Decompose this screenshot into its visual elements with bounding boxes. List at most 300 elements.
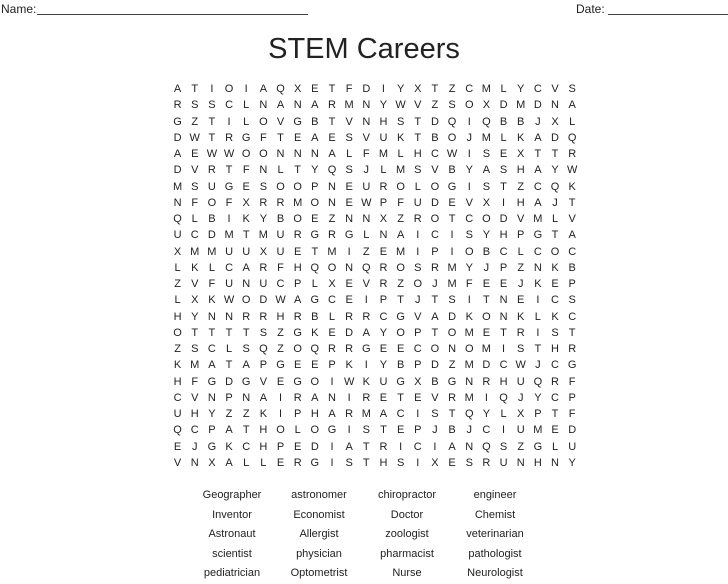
grid-letter[interactable]: V: [191, 278, 199, 290]
grid-letter[interactable]: X: [482, 196, 491, 209]
grid-letter[interactable]: S: [448, 99, 456, 112]
grid-letter[interactable]: N: [190, 456, 199, 469]
grid-letter[interactable]: T: [568, 326, 576, 339]
grid-letter[interactable]: F: [225, 196, 233, 209]
grid-letter[interactable]: S: [345, 131, 353, 144]
grid-letter[interactable]: G: [293, 375, 302, 388]
grid-letter[interactable]: D: [430, 359, 439, 372]
grid-letter[interactable]: Z: [397, 278, 404, 290]
grid-letter[interactable]: C: [413, 343, 422, 355]
grid-letter[interactable]: O: [396, 180, 405, 193]
grid-letter[interactable]: B: [311, 115, 319, 128]
grid-letter[interactable]: O: [310, 424, 320, 437]
grid-letter[interactable]: I: [347, 424, 351, 437]
grid-letter[interactable]: N: [328, 391, 336, 404]
grid-letter[interactable]: C: [499, 359, 508, 372]
grid-letter[interactable]: H: [276, 310, 285, 323]
grid-letter[interactable]: P: [499, 261, 508, 274]
grid-letter[interactable]: F: [191, 196, 199, 209]
grid-letter[interactable]: M: [464, 391, 474, 404]
grid-letter[interactable]: T: [242, 326, 250, 339]
grid-letter[interactable]: I: [210, 83, 214, 95]
grid-letter[interactable]: B: [311, 310, 319, 323]
grid-letter[interactable]: M: [361, 408, 371, 420]
grid-letter[interactable]: G: [310, 229, 320, 242]
grid-letter[interactable]: T: [328, 83, 336, 95]
grid-letter[interactable]: G: [173, 115, 182, 128]
grid-letter[interactable]: T: [277, 131, 284, 144]
grid-letter[interactable]: D: [533, 99, 542, 112]
grid-letter[interactable]: G: [447, 375, 457, 388]
grid-letter[interactable]: Z: [328, 213, 336, 225]
grid-letter[interactable]: M: [533, 213, 543, 225]
grid-letter[interactable]: X: [208, 456, 216, 469]
grid-letter[interactable]: C: [396, 408, 405, 420]
grid-letter[interactable]: D: [345, 326, 354, 339]
grid-letter[interactable]: W: [361, 196, 372, 209]
grid-letter[interactable]: O: [293, 180, 302, 193]
grid-letter[interactable]: H: [516, 196, 525, 209]
grid-letter[interactable]: L: [277, 164, 284, 177]
grid-letter[interactable]: I: [227, 115, 231, 128]
grid-letter[interactable]: W: [395, 99, 406, 112]
grid-letter[interactable]: I: [399, 440, 403, 453]
grid-letter[interactable]: R: [293, 310, 302, 323]
grid-letter[interactable]: G: [447, 180, 457, 193]
grid-letter[interactable]: E: [311, 213, 319, 225]
grid-letter[interactable]: S: [242, 343, 250, 355]
grid-letter[interactable]: T: [328, 115, 336, 128]
grid-letter[interactable]: L: [225, 343, 233, 355]
grid-letter[interactable]: A: [276, 99, 285, 112]
grid-letter[interactable]: Y: [551, 164, 559, 177]
grid-letter[interactable]: J: [415, 294, 421, 307]
grid-letter[interactable]: R: [379, 278, 388, 290]
grid-letter[interactable]: K: [551, 310, 559, 323]
grid-letter[interactable]: K: [345, 359, 353, 372]
grid-letter[interactable]: U: [259, 278, 268, 290]
grid-letter[interactable]: E: [328, 326, 336, 339]
grid-letter[interactable]: S: [568, 294, 576, 307]
grid-letter[interactable]: T: [500, 326, 507, 339]
grid-letter[interactable]: L: [517, 245, 524, 258]
grid-letter[interactable]: M: [172, 180, 183, 193]
grid-letter[interactable]: U: [568, 440, 577, 453]
grid-letter[interactable]: R: [516, 326, 525, 339]
grid-letter[interactable]: R: [482, 456, 491, 469]
grid-letter[interactable]: W: [275, 294, 286, 307]
grid-letter[interactable]: M: [516, 99, 526, 112]
grid-letter[interactable]: I: [244, 83, 248, 95]
grid-letter[interactable]: R: [482, 375, 491, 388]
grid-letter[interactable]: D: [482, 359, 491, 372]
grid-letter[interactable]: E: [517, 294, 525, 307]
grid-letter[interactable]: T: [500, 180, 507, 193]
grid-letter[interactable]: L: [328, 310, 336, 323]
grid-letter[interactable]: I: [502, 343, 506, 355]
grid-letter[interactable]: I: [278, 391, 283, 404]
grid-letter[interactable]: E: [294, 359, 302, 372]
grid-letter[interactable]: W: [446, 148, 458, 160]
grid-letter[interactable]: K: [568, 180, 576, 193]
grid-letter[interactable]: C: [499, 245, 508, 258]
grid-letter[interactable]: E: [396, 424, 405, 437]
grid-letter[interactable]: F: [465, 278, 473, 290]
grid-letter[interactable]: V: [551, 83, 559, 95]
grid-letter[interactable]: R: [328, 343, 336, 355]
grid-letter[interactable]: Q: [447, 115, 457, 128]
grid-letter[interactable]: S: [414, 164, 422, 177]
grid-letter[interactable]: I: [381, 83, 385, 95]
grid-letter[interactable]: K: [362, 375, 370, 388]
grid-letter[interactable]: O: [293, 343, 302, 355]
grid-letter[interactable]: C: [328, 294, 336, 307]
grid-letter[interactable]: Z: [397, 213, 404, 225]
grid-letter[interactable]: G: [207, 440, 217, 453]
grid-letter[interactable]: C: [190, 424, 199, 437]
grid-letter[interactable]: I: [536, 326, 540, 339]
grid-letter[interactable]: L: [551, 213, 559, 225]
grid-letter[interactable]: I: [502, 424, 506, 437]
grid-letter[interactable]: N: [276, 148, 285, 160]
grid-letter[interactable]: K: [208, 294, 216, 307]
grid-letter[interactable]: I: [433, 440, 437, 453]
grid-letter[interactable]: E: [396, 343, 405, 355]
grid-letter[interactable]: S: [191, 343, 199, 355]
grid-letter[interactable]: E: [345, 278, 353, 290]
grid-letter[interactable]: J: [432, 278, 438, 290]
grid-letter[interactable]: V: [517, 213, 525, 225]
grid-letter[interactable]: E: [499, 148, 508, 160]
grid-letter[interactable]: D: [362, 83, 371, 95]
grid-letter[interactable]: N: [499, 294, 508, 307]
grid-letter[interactable]: Z: [448, 359, 456, 372]
grid-letter[interactable]: I: [416, 408, 420, 420]
grid-letter[interactable]: S: [208, 99, 216, 112]
grid-letter[interactable]: A: [568, 99, 576, 112]
grid-letter[interactable]: T: [431, 294, 439, 307]
grid-letter[interactable]: O: [207, 196, 217, 209]
grid-letter[interactable]: E: [173, 440, 182, 453]
grid-letter[interactable]: C: [242, 440, 251, 453]
grid-letter[interactable]: I: [330, 456, 334, 469]
grid-letter[interactable]: C: [551, 391, 559, 404]
grid-letter[interactable]: Z: [277, 343, 284, 355]
grid-letter[interactable]: M: [293, 196, 303, 209]
grid-letter[interactable]: V: [431, 164, 439, 177]
grid-letter[interactable]: L: [380, 164, 387, 177]
grid-letter[interactable]: C: [482, 424, 491, 437]
grid-letter[interactable]: H: [293, 261, 302, 274]
grid-letter[interactable]: P: [208, 424, 216, 437]
grid-letter[interactable]: P: [431, 245, 439, 258]
grid-letter[interactable]: E: [379, 245, 388, 258]
grid-letter[interactable]: L: [311, 278, 318, 290]
grid-letter[interactable]: Z: [517, 261, 525, 274]
grid-letter[interactable]: Y: [311, 164, 319, 177]
grid-letter[interactable]: M: [207, 245, 217, 258]
grid-letter[interactable]: N: [242, 391, 251, 404]
grid-letter[interactable]: O: [447, 131, 457, 144]
grid-letter[interactable]: D: [173, 164, 182, 177]
grid-letter[interactable]: T: [311, 245, 319, 258]
grid-letter[interactable]: P: [517, 229, 525, 242]
grid-letter[interactable]: E: [551, 424, 559, 437]
grid-letter[interactable]: E: [499, 278, 508, 290]
grid-letter[interactable]: O: [276, 424, 285, 437]
grid-letter[interactable]: R: [413, 213, 422, 225]
grid-letter[interactable]: G: [533, 440, 543, 453]
grid-letter[interactable]: O: [482, 310, 491, 323]
grid-letter[interactable]: I: [347, 391, 351, 404]
grid-letter[interactable]: J: [535, 115, 541, 128]
grid-letter[interactable]: G: [396, 375, 405, 388]
grid-letter[interactable]: H: [551, 343, 559, 355]
grid-letter[interactable]: P: [328, 359, 336, 372]
grid-letter[interactable]: E: [294, 440, 302, 453]
grid-letter[interactable]: X: [517, 148, 525, 160]
grid-letter[interactable]: T: [397, 294, 404, 307]
grid-letter[interactable]: X: [294, 83, 302, 95]
grid-letter[interactable]: M: [481, 131, 491, 144]
grid-letter[interactable]: T: [208, 326, 216, 339]
grid-letter[interactable]: M: [464, 359, 474, 372]
grid-letter[interactable]: O: [310, 196, 320, 209]
grid-letter[interactable]: R: [173, 99, 182, 112]
grid-letter[interactable]: H: [533, 456, 542, 469]
grid-letter[interactable]: T: [242, 229, 250, 242]
grid-letter[interactable]: A: [328, 148, 336, 160]
grid-letter[interactable]: T: [431, 83, 439, 95]
grid-letter[interactable]: A: [208, 359, 216, 372]
grid-letter[interactable]: E: [379, 343, 388, 355]
grid-letter[interactable]: G: [276, 359, 285, 372]
grid-letter[interactable]: M: [533, 424, 543, 437]
grid-letter[interactable]: D: [207, 229, 216, 242]
grid-letter[interactable]: L: [208, 261, 215, 274]
grid-letter[interactable]: O: [327, 261, 337, 274]
grid-letter[interactable]: M: [190, 245, 200, 258]
grid-letter[interactable]: S: [465, 456, 473, 469]
grid-letter[interactable]: G: [396, 310, 405, 323]
grid-letter[interactable]: I: [450, 229, 454, 242]
grid-letter[interactable]: L: [500, 408, 507, 420]
grid-letter[interactable]: Z: [174, 343, 181, 355]
grid-letter[interactable]: M: [190, 359, 200, 372]
grid-letter[interactable]: K: [225, 440, 233, 453]
grid-letter[interactable]: E: [294, 131, 302, 144]
grid-letter[interactable]: H: [259, 424, 268, 437]
grid-letter[interactable]: A: [294, 294, 302, 307]
grid-letter[interactable]: Z: [174, 278, 181, 290]
grid-letter[interactable]: O: [310, 375, 320, 388]
grid-letter[interactable]: K: [396, 131, 405, 144]
grid-letter[interactable]: K: [259, 408, 268, 420]
grid-letter[interactable]: D: [568, 424, 577, 437]
grid-letter[interactable]: C: [568, 310, 577, 323]
grid-letter[interactable]: V: [276, 115, 285, 128]
grid-letter[interactable]: E: [448, 456, 456, 469]
grid-letter[interactable]: P: [225, 391, 233, 404]
grid-letter[interactable]: S: [191, 180, 199, 193]
grid-letter[interactable]: R: [293, 456, 302, 469]
grid-letter[interactable]: P: [568, 278, 576, 290]
grid-letter[interactable]: W: [223, 294, 235, 307]
grid-letter[interactable]: H: [379, 456, 388, 469]
grid-letter[interactable]: H: [310, 408, 319, 420]
grid-letter[interactable]: E: [345, 294, 353, 307]
grid-letter[interactable]: E: [311, 359, 319, 372]
grid-letter[interactable]: W: [189, 131, 200, 144]
grid-letter[interactable]: T: [380, 424, 387, 437]
grid-letter[interactable]: E: [551, 278, 559, 290]
grid-letter[interactable]: Z: [277, 326, 284, 339]
grid-letter[interactable]: Q: [173, 213, 182, 225]
grid-letter[interactable]: N: [465, 440, 474, 453]
grid-letter[interactable]: D: [499, 213, 508, 225]
grid-letter[interactable]: T: [294, 164, 302, 177]
grid-letter[interactable]: Z: [448, 83, 456, 95]
grid-letter[interactable]: K: [173, 359, 182, 372]
grid-letter[interactable]: N: [328, 180, 336, 193]
grid-letter[interactable]: B: [448, 164, 456, 177]
grid-letter[interactable]: Y: [482, 229, 491, 242]
grid-letter[interactable]: R: [362, 310, 371, 323]
grid-letter[interactable]: A: [448, 440, 456, 453]
grid-letter[interactable]: L: [243, 115, 250, 128]
grid-letter[interactable]: C: [533, 180, 542, 193]
grid-letter[interactable]: U: [242, 245, 251, 258]
grid-letter[interactable]: P: [294, 408, 302, 420]
grid-letter[interactable]: Q: [482, 440, 491, 453]
grid-letter[interactable]: X: [482, 99, 491, 112]
grid-letter[interactable]: B: [276, 213, 285, 225]
grid-letter[interactable]: N: [362, 115, 371, 128]
grid-letter[interactable]: C: [465, 83, 474, 95]
grid-letter[interactable]: N: [345, 261, 354, 274]
grid-letter[interactable]: N: [551, 99, 559, 112]
grid-letter[interactable]: R: [276, 196, 285, 209]
grid-letter[interactable]: T: [414, 131, 422, 144]
grid-letter[interactable]: C: [379, 310, 388, 323]
grid-letter[interactable]: Q: [173, 424, 182, 437]
grid-letter[interactable]: J: [363, 164, 370, 177]
grid-letter[interactable]: O: [430, 343, 440, 355]
grid-letter[interactable]: P: [276, 440, 285, 453]
grid-letter[interactable]: V: [414, 310, 422, 323]
grid-letter[interactable]: L: [363, 229, 370, 242]
grid-letter[interactable]: G: [533, 229, 543, 242]
grid-letter[interactable]: N: [448, 343, 457, 355]
grid-letter[interactable]: B: [396, 359, 405, 372]
grid-letter[interactable]: H: [516, 164, 525, 177]
grid-letter[interactable]: T: [191, 83, 199, 95]
grid-letter[interactable]: I: [450, 245, 454, 258]
grid-letter[interactable]: O: [276, 180, 285, 193]
grid-letter[interactable]: U: [276, 229, 285, 242]
grid-letter[interactable]: M: [258, 229, 268, 242]
grid-letter[interactable]: I: [330, 440, 334, 453]
grid-letter[interactable]: L: [191, 213, 198, 225]
grid-letter[interactable]: R: [225, 131, 234, 144]
grid-letter[interactable]: U: [207, 180, 216, 193]
grid-letter[interactable]: R: [379, 261, 388, 274]
grid-letter[interactable]: J: [483, 261, 490, 274]
grid-letter[interactable]: T: [414, 115, 422, 128]
grid-letter[interactable]: V: [362, 278, 370, 290]
grid-letter[interactable]: C: [533, 83, 542, 95]
grid-letter[interactable]: S: [568, 83, 576, 95]
grid-letter[interactable]: Q: [276, 83, 285, 95]
grid-letter[interactable]: H: [259, 440, 268, 453]
grid-letter[interactable]: A: [259, 83, 268, 95]
grid-letter[interactable]: J: [552, 196, 558, 209]
grid-letter[interactable]: M: [447, 278, 457, 290]
grid-letter[interactable]: T: [225, 164, 233, 177]
grid-letter[interactable]: Z: [362, 245, 370, 258]
grid-letter[interactable]: C: [551, 359, 559, 372]
grid-letter[interactable]: N: [551, 456, 559, 469]
grid-letter[interactable]: A: [225, 424, 233, 437]
grid-letter[interactable]: O: [396, 326, 405, 339]
grid-letter[interactable]: A: [173, 83, 182, 95]
grid-letter[interactable]: L: [294, 424, 301, 437]
grid-letter[interactable]: U: [379, 375, 388, 388]
grid-letter[interactable]: T: [448, 408, 456, 420]
grid-letter[interactable]: P: [534, 408, 542, 420]
grid-letter[interactable]: O: [413, 278, 423, 290]
grid-letter[interactable]: O: [396, 261, 405, 274]
grid-letter[interactable]: T: [397, 391, 404, 404]
grid-letter[interactable]: T: [534, 343, 542, 355]
grid-letter[interactable]: L: [500, 83, 507, 95]
grid-letter[interactable]: R: [242, 310, 251, 323]
grid-letter[interactable]: L: [243, 456, 250, 469]
grid-letter[interactable]: T: [225, 359, 233, 372]
grid-letter[interactable]: G: [310, 294, 320, 307]
grid-letter[interactable]: C: [551, 294, 559, 307]
grid-letter[interactable]: W: [223, 148, 235, 160]
grid-letter[interactable]: A: [242, 359, 250, 372]
grid-letter[interactable]: A: [311, 99, 319, 112]
grid-letter[interactable]: F: [277, 261, 284, 274]
grid-letter[interactable]: R: [568, 148, 577, 160]
grid-letter[interactable]: Y: [379, 326, 388, 339]
grid-letter[interactable]: T: [225, 326, 233, 339]
grid-letter[interactable]: Q: [327, 164, 337, 177]
grid-letter[interactable]: T: [551, 229, 559, 242]
grid-letter[interactable]: N: [207, 391, 216, 404]
grid-letter[interactable]: I: [467, 148, 471, 160]
grid-letter[interactable]: P: [414, 359, 422, 372]
grid-letter[interactable]: K: [551, 261, 559, 274]
grid-letter[interactable]: O: [241, 294, 251, 307]
grid-letter[interactable]: V: [191, 391, 199, 404]
grid-letter[interactable]: M: [344, 99, 354, 112]
grid-letter[interactable]: V: [362, 131, 370, 144]
grid-letter[interactable]: L: [534, 310, 541, 323]
grid-letter[interactable]: K: [191, 261, 199, 274]
grid-letter[interactable]: N: [225, 310, 234, 323]
grid-letter[interactable]: I: [330, 375, 334, 388]
grid-letter[interactable]: J: [466, 131, 472, 144]
grid-letter[interactable]: L: [174, 294, 181, 307]
grid-letter[interactable]: H: [379, 115, 388, 128]
grid-letter[interactable]: B: [499, 115, 508, 128]
grid-letter[interactable]: Q: [310, 261, 320, 274]
grid-letter[interactable]: R: [551, 375, 559, 388]
grid-letter[interactable]: G: [310, 456, 320, 469]
